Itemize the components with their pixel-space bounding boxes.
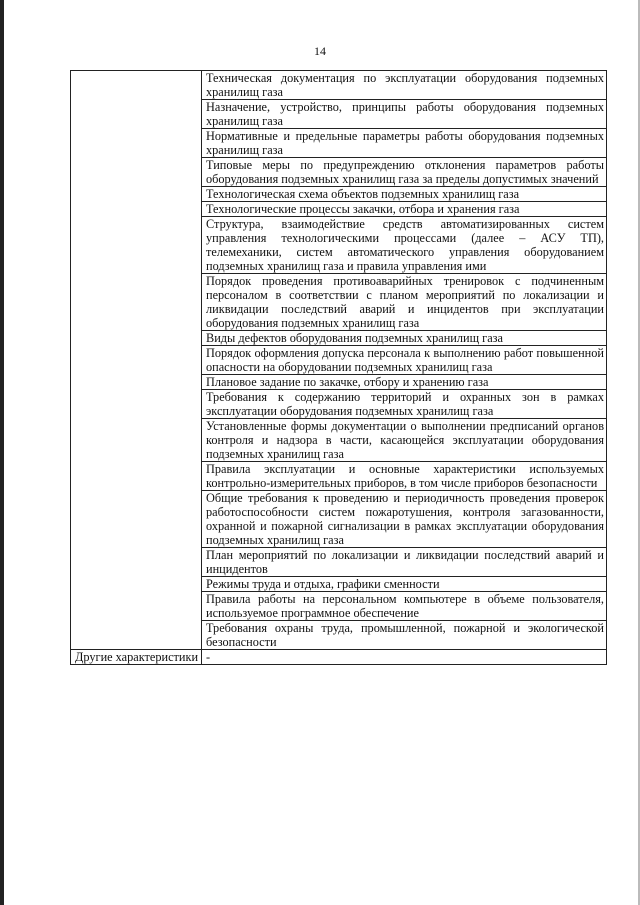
row-label-cell: [71, 71, 202, 650]
table-row-other: [71, 650, 607, 665]
knowledge-item: Технологические процессы закачки, отбора и хранения газа: [202, 202, 607, 217]
page-number: 14: [314, 44, 326, 58]
knowledge-item: Общие требования к проведению и периодичность проведения проверок работоспособности систем пожаротушения, контроля загазованности, охранной и пожарной сигнализации в рамках эксплуатации оборудования подземных хранилищ газа: [202, 491, 607, 548]
knowledge-item: Типовые меры по предупреждению отклонения параметров работы оборудования подземных хранилищ газа за пределы допустимых значений: [202, 158, 607, 187]
other-characteristics-value: -: [202, 650, 607, 665]
knowledge-item: Структура, взаимодействие средств автоматизированных систем управления технологическими процессами (далее – АСУ ТП), телемеханики, систем автоматического управления оборудованием подземных хранилищ газа и правила управления ими: [202, 217, 607, 274]
knowledge-item: Требования к содержанию территорий и охранных зон в рамках эксплуатации оборудования подземных хранилищ газа: [202, 390, 607, 419]
table-row: [71, 71, 607, 100]
knowledge-item: Режимы труда и отдыха, графики сменности: [202, 577, 607, 592]
knowledge-table: [70, 70, 607, 665]
scan-left-edge: [0, 0, 4, 905]
knowledge-item: Порядок оформления допуска персонала к выполнению работ повышенной опасности на оборудовании подземных хранилищ газа: [202, 346, 607, 375]
knowledge-item: Технологическая схема объектов подземных хранилищ газа: [202, 187, 607, 202]
knowledge-item: Правила работы на персональном компьютере в объеме пользователя, используемое программное обеспечение: [202, 592, 607, 621]
knowledge-item: Назначение, устройство, принципы работы оборудования подземных хранилищ газа: [202, 100, 607, 129]
knowledge-item: Правила эксплуатации и основные характеристики используемых контрольно-измерительных приборов, в том числе приборов безопасности: [202, 462, 607, 491]
knowledge-item: Плановое задание по закачке, отбору и хранению газа: [202, 375, 607, 390]
knowledge-item: Нормативные и предельные параметры работы оборудования подземных хранилищ газа: [202, 129, 607, 158]
knowledge-item: План мероприятий по локализации и ликвидации последствий аварий и инцидентов: [202, 548, 607, 577]
knowledge-item: Техническая документация по эксплуатации оборудования подземных хранилищ газа: [202, 71, 607, 100]
knowledge-item: Установленные формы документации о выполнении предписаний органов контроля и надзора в части, касающейся эксплуатации оборудования подземных хранилищ газа: [202, 419, 607, 462]
other-characteristics-label: Другие характеристики: [71, 650, 202, 665]
knowledge-item: Порядок проведения противоаварийных тренировок с подчиненным персоналом в соответствии с планом мероприятий по локализации и ликвидации последствий аварий и инцидентов при эксплуатации оборудования подземных хранилищ газа: [202, 274, 607, 331]
knowledge-item: Требования охраны труда, промышленной, пожарной и экологической безопасности: [202, 621, 607, 650]
knowledge-table-body: [71, 71, 607, 665]
knowledge-item: Виды дефектов оборудования подземных хранилищ газа: [202, 331, 607, 346]
